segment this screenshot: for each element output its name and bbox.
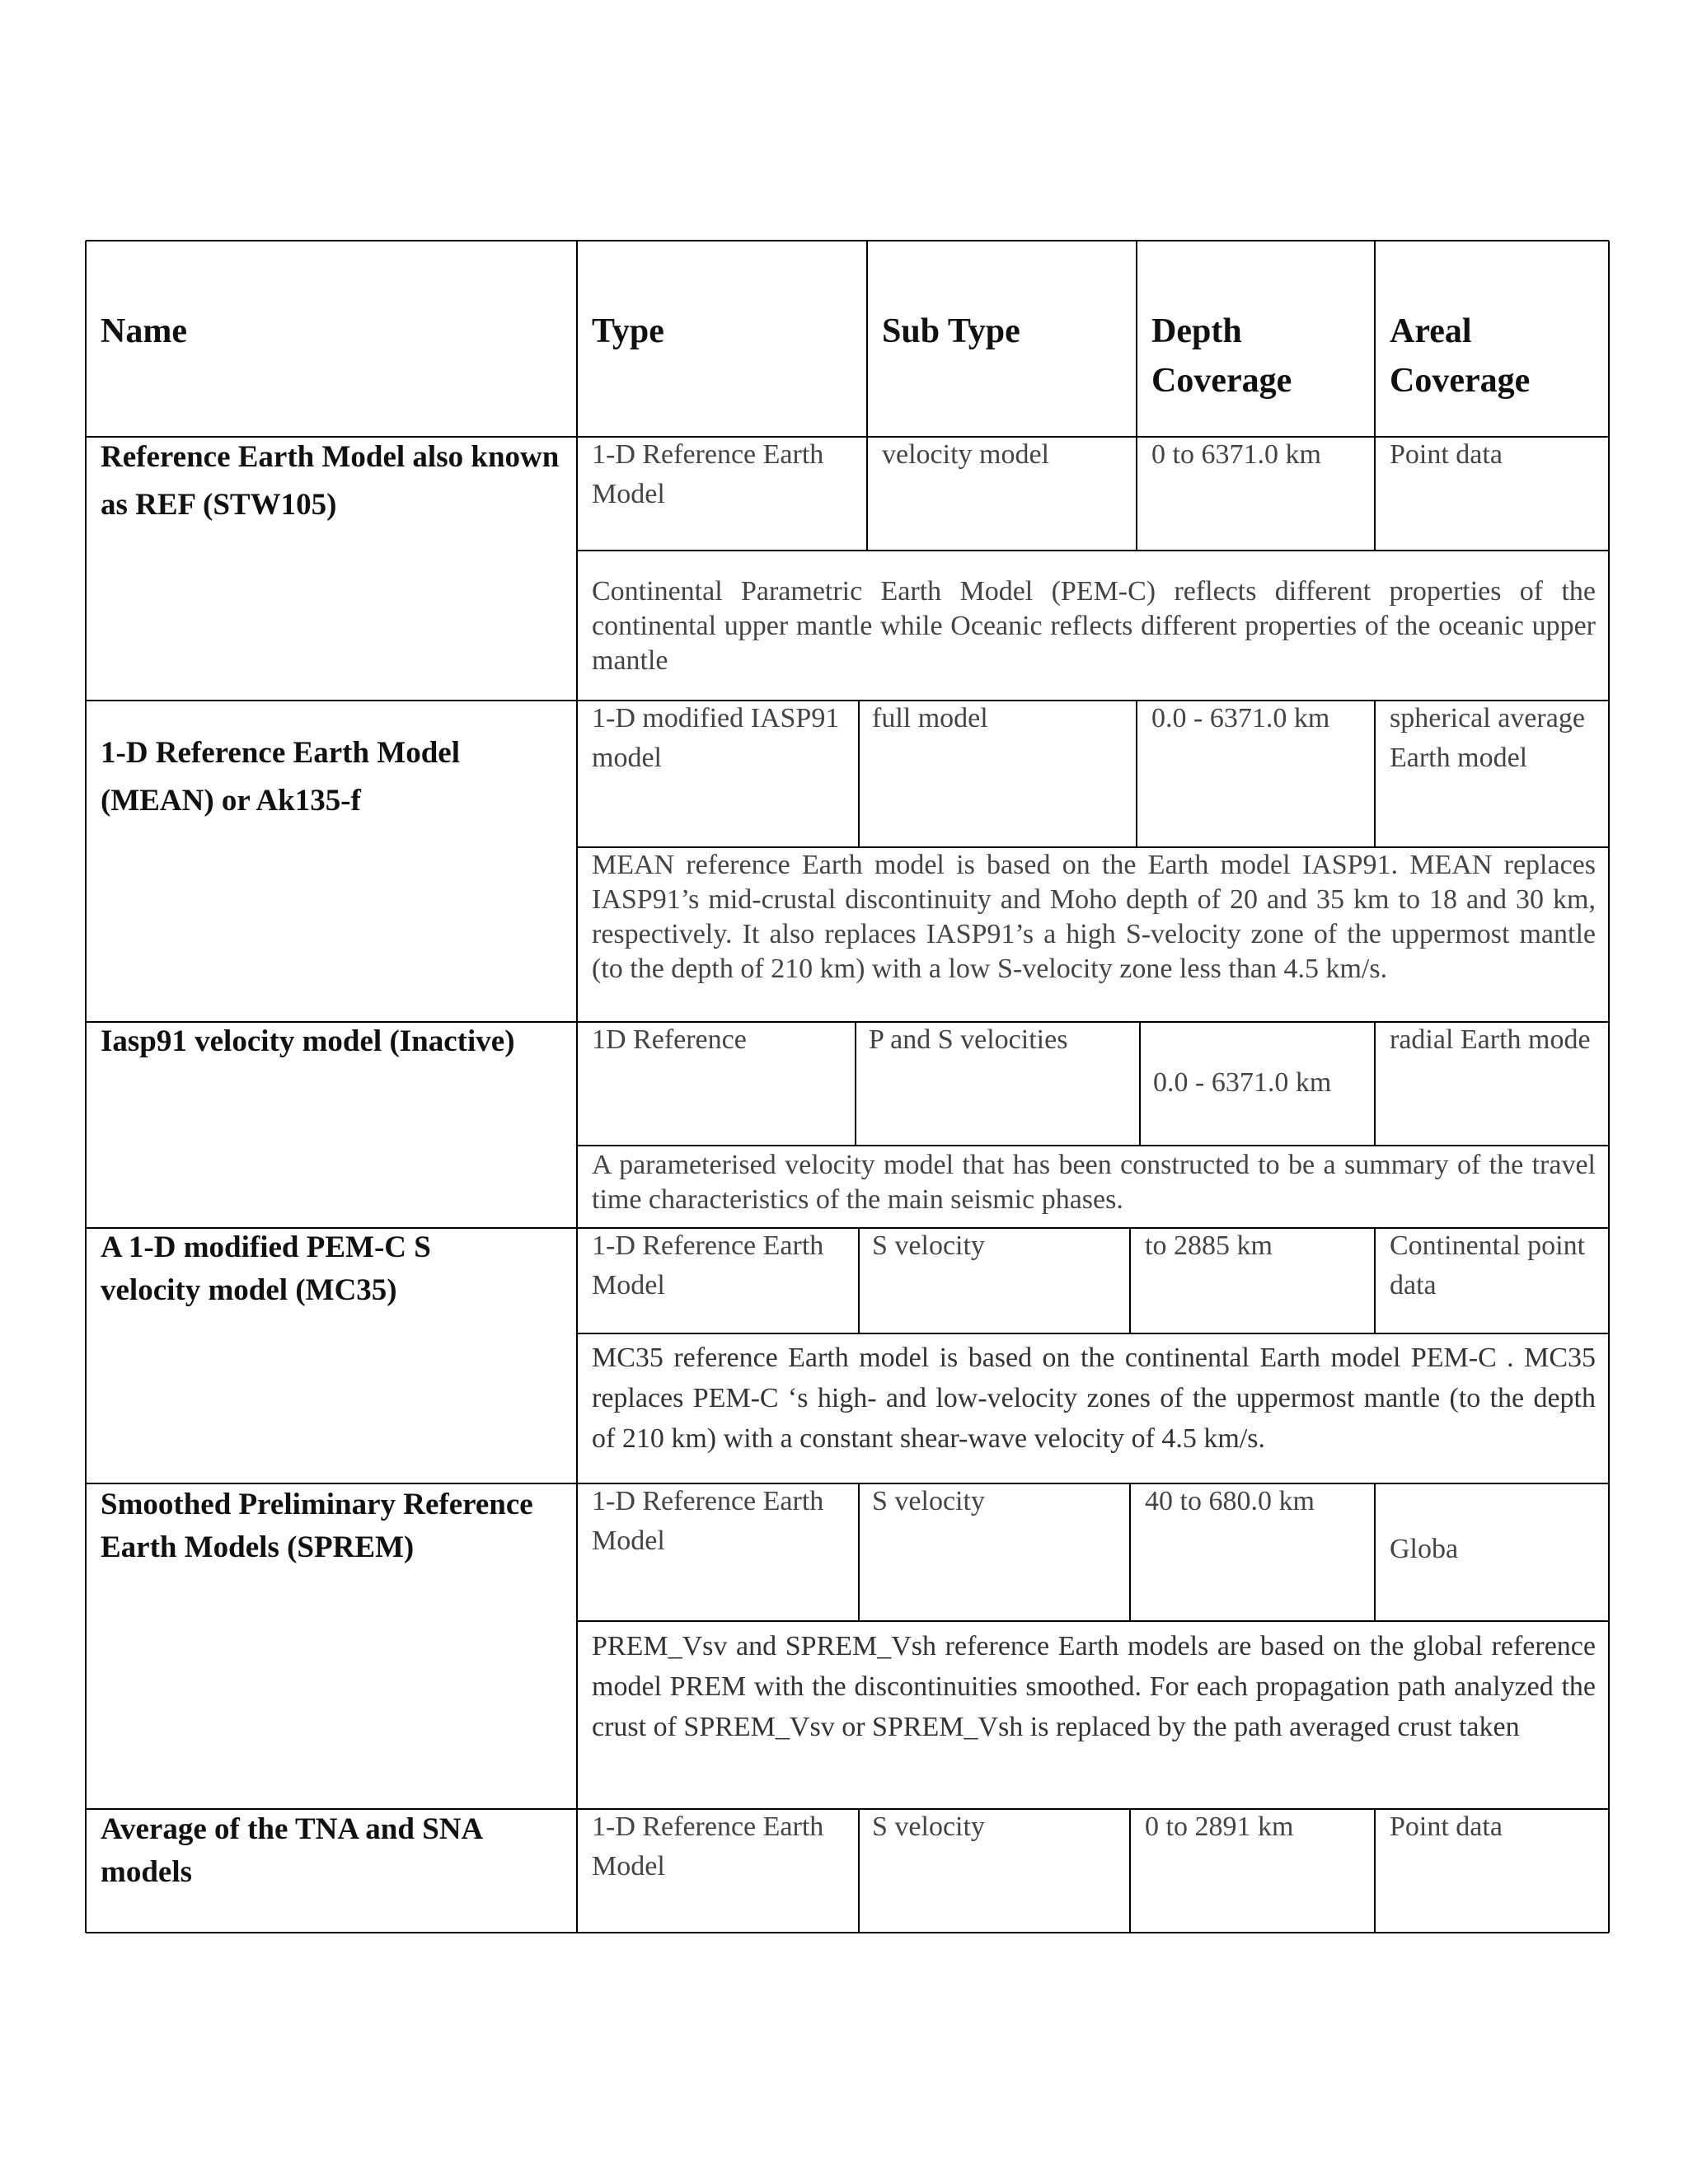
row-areal: spherical average Earth model — [1390, 703, 1585, 773]
row-description: Continental Parametric Earth Model (PEM-C) reflects different properties of the continental upper mantle while Oceanic reflects different properties of the oceanic upper mantle — [592, 576, 1596, 676]
row-type: 1-D Reference Earth Model — [592, 1486, 824, 1556]
header-name: Name — [101, 312, 187, 350]
header-type: Type — [592, 312, 664, 350]
row-depth: 0.0 - 6371.0 km — [1153, 1067, 1332, 1098]
row-type: 1-D Reference Earth Model — [592, 439, 824, 509]
row-sub-type: P and S velocities — [869, 1024, 1068, 1055]
row-areal: radial Earth mode — [1390, 1024, 1591, 1055]
row-name-iasp91: Iasp91 velocity model (Inactive) — [101, 1024, 515, 1058]
row-sub-type: full model — [872, 703, 988, 733]
row-sub-type: velocity model — [882, 439, 1050, 470]
row-areal: Globa — [1390, 1534, 1459, 1564]
row-description: A parameterised velocity model that has been constructed to be a summary of the travel time characteristics of the main seismic phases. — [592, 1150, 1596, 1215]
row-depth: 0.0 - 6371.0 km — [1151, 703, 1330, 733]
row-sub-type: S velocity — [872, 1486, 985, 1516]
row-description: MC35 reference Earth model is based on the continental Earth model PEM-C . MC35 replaces PEM-C ‘s high- and low-velocity zones of the uppermost mantle (to the depth of 210 km) with a constant shear-wave velocity of 4.5 km/s. — [592, 1343, 1596, 1454]
row-description: PREM_Vsv and SPREM_Vsh reference Earth models are based on the global reference model PREM with the discontinuities smoothed. For each propagation path analyzed the crust of SPREM_Vsv or SPREM_Vsh is replaced by the path averaged crust taken — [592, 1631, 1596, 1742]
row-name-mc35: A 1-D modified PEM-C S velocity model (MC35) — [101, 1230, 431, 1307]
row-type: 1-D Reference Earth Model — [592, 1811, 824, 1882]
row-description: MEAN reference Earth model is based on the Earth model IASP91. MEAN replaces IASP91’s mid-crustal discontinuity and Moho depth of 20 and 35 km to 18 and 30 km, respectively. It also replaces IASP91’s a high S-velocity zone of the uppermost mantle (to the depth of 210 km) with a low S-velocity zone less than 4.5 km/s. — [592, 850, 1596, 984]
header-areal-coverage: Areal Coverage — [1390, 312, 1531, 400]
row-areal: Point data — [1390, 439, 1503, 470]
row-sub-type: S velocity — [872, 1811, 985, 1842]
row-depth: 40 to 680.0 km — [1145, 1486, 1315, 1516]
row-name-tna-sna-average: Average of the TNA and SNA models — [101, 1812, 482, 1889]
row-type: 1D Reference — [592, 1024, 747, 1055]
row-name-sprem: Smoothed Preliminary Reference Earth Models (SPREM) — [101, 1488, 533, 1564]
row-areal: Point data — [1390, 1811, 1503, 1842]
row-type: 1-D Reference Earth Model — [592, 1230, 824, 1301]
row-name-ref-stw105: Reference Earth Model also known as REF (STW105) — [101, 440, 560, 522]
row-areal: Continental point data — [1390, 1230, 1586, 1301]
row-type: 1-D modified IASP91 model — [592, 703, 840, 773]
header-depth-coverage: Depth Coverage — [1151, 312, 1292, 400]
row-depth: 0 to 6371.0 km — [1151, 439, 1321, 470]
row-sub-type: S velocity — [872, 1230, 985, 1261]
header-sub-type: Sub Type — [882, 312, 1020, 350]
row-depth: to 2885 km — [1145, 1230, 1273, 1261]
row-name-mean-ak135f: 1-D Reference Earth Model (MEAN) or Ak135-f — [101, 736, 460, 818]
row-depth: 0 to 2891 km — [1145, 1811, 1294, 1842]
